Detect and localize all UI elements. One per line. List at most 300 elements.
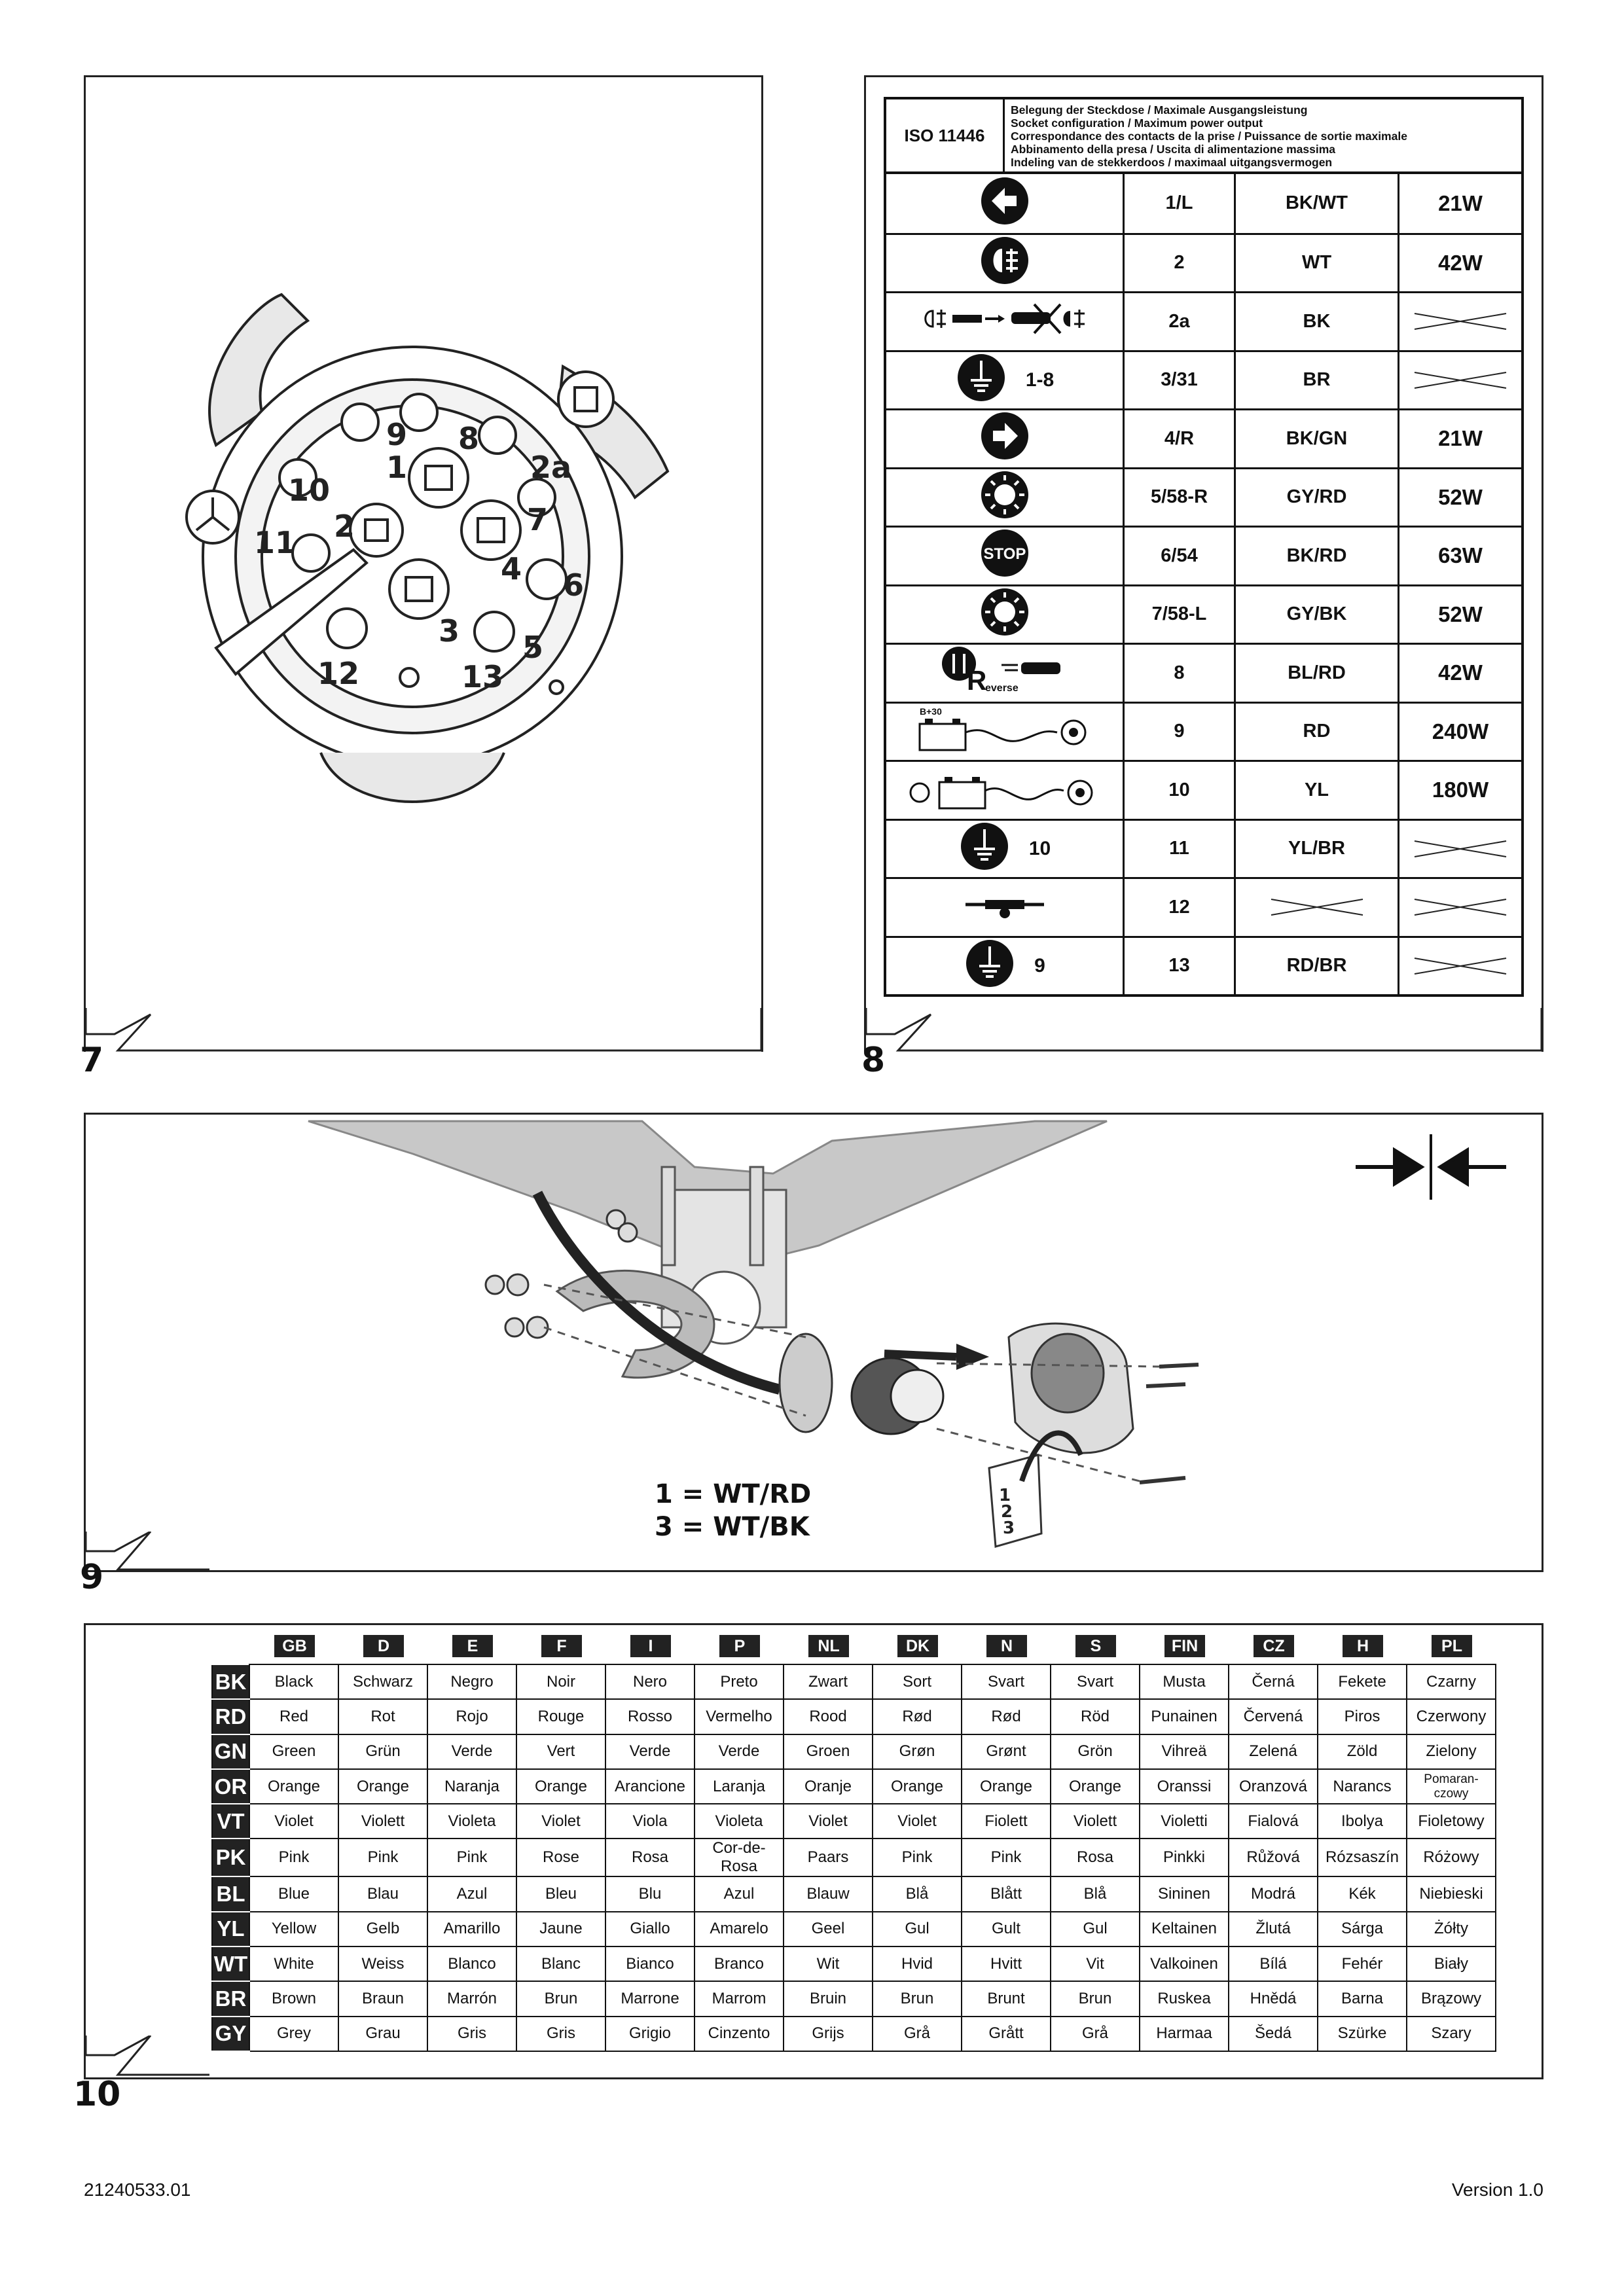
language-header: GB [274, 1635, 315, 1657]
color-name: Zwart [784, 1664, 873, 1699]
color-name: Gul [873, 1912, 962, 1946]
color-name: Wit [784, 1946, 873, 1981]
color-row [212, 1981, 1496, 2016]
color-name: Vit [1051, 1946, 1140, 1981]
color-name: Orange [338, 1769, 427, 1804]
color-name: Rosa [1051, 1839, 1140, 1876]
pin-symbol-cell [886, 879, 1125, 936]
figure-8-frame [859, 1008, 1553, 1060]
language-header: H [1343, 1635, 1383, 1657]
color-name: Arancione [605, 1769, 695, 1804]
color-name: Groen [784, 1734, 873, 1769]
color-name: Bianco [605, 1946, 695, 1981]
pin-row [886, 350, 1521, 409]
pin-wire-color: BK/GN [1236, 410, 1399, 467]
pin-row [886, 174, 1521, 233]
color-name: Růžová [1229, 1839, 1318, 1876]
color-name: Punainen [1140, 1699, 1229, 1734]
color-name: Schwarz [338, 1664, 427, 1699]
color-name: Biały [1407, 1946, 1496, 1981]
fig7-pin-9: 9 [386, 417, 408, 452]
color-name: Nero [605, 1664, 695, 1699]
pin-symbol-cell [886, 293, 1125, 350]
fig7-pin-12: 12 [317, 656, 360, 691]
language-header: P [719, 1635, 760, 1657]
language-header: N [986, 1635, 1027, 1657]
pin-symbol-cell [886, 645, 1125, 702]
color-name: Pink [962, 1839, 1051, 1876]
color-name: Yellow [249, 1912, 338, 1946]
language-header: DK [897, 1635, 938, 1657]
color-name: Bleu [516, 1876, 605, 1911]
color-code: GY [212, 2017, 249, 2051]
pin-number: 11 [1125, 821, 1236, 878]
color-name: Negro [427, 1664, 516, 1699]
pin-wire-color: RD [1236, 704, 1399, 761]
reverse-icon [939, 644, 1070, 702]
pin-wire-color: BK [1236, 293, 1399, 350]
color-name: Braun [338, 1981, 427, 2016]
color-name: Rosso [605, 1699, 695, 1734]
color-name: Ruskea [1140, 1981, 1229, 2016]
color-code: BK [212, 1664, 249, 1699]
color-name: Žlutá [1229, 1912, 1318, 1946]
color-name: Blau [338, 1876, 427, 1911]
pin-max-power: 21W [1438, 426, 1483, 451]
color-name: Barna [1318, 1981, 1407, 2016]
color-name: Grått [962, 2017, 1051, 2051]
color-name: Pink [249, 1839, 338, 1876]
color-name: Röd [1051, 1699, 1140, 1734]
color-name: Naranja [427, 1769, 516, 1804]
pin-symbol-note: 10 [1028, 837, 1051, 859]
color-name: Grigio [605, 2017, 695, 2051]
pin-symbol-cell [886, 821, 1125, 878]
color-name: Orange [516, 1769, 605, 1804]
pin-number: 3/31 [1125, 352, 1236, 409]
figure-8-number: 8 [861, 1041, 886, 1080]
pin-row [886, 584, 1521, 643]
color-name: Rózsaszín [1318, 1839, 1407, 1876]
pin-max-power: 52W [1438, 601, 1483, 626]
socket-pin-table [884, 174, 1524, 997]
iso-standard: ISO 11446 [886, 99, 1005, 171]
color-name: Oranzová [1229, 1769, 1318, 1804]
color-name: Czerwony [1407, 1699, 1496, 1734]
color-name: Brun [516, 1981, 605, 2016]
wire-note-3: 3 = WT/BK [655, 1512, 810, 1542]
color-name: Żółty [1407, 1912, 1496, 1946]
pin-max-power: 21W [1438, 190, 1483, 215]
pin-row [886, 233, 1521, 292]
color-name: Brun [1051, 1981, 1140, 2016]
color-name: Grønt [962, 1734, 1051, 1769]
color-name: Rot [338, 1699, 427, 1734]
battery-ignition-icon [907, 761, 1103, 819]
color-row [212, 1804, 1496, 1839]
fog-light-icon [979, 234, 1031, 292]
pin-symbol-note: 9 [1034, 954, 1045, 977]
color-name: Azul [695, 1876, 784, 1911]
color-row [212, 1839, 1496, 1876]
pin-row [886, 408, 1521, 467]
color-name: Verde [427, 1734, 516, 1769]
color-name: Orange [1051, 1769, 1140, 1804]
color-name: Pinkki [1140, 1839, 1229, 1876]
language-header: I [630, 1635, 671, 1657]
pin-number: 7/58-L [1125, 586, 1236, 643]
stop-icon [975, 527, 1034, 584]
pin-wire-color: GY/BK [1236, 586, 1399, 643]
color-name: Różowy [1407, 1839, 1496, 1876]
iso-header [884, 97, 1524, 174]
color-name: Gul [1051, 1912, 1140, 1946]
pin-number: 9 [1125, 704, 1236, 761]
document-number: 21240533.01 [84, 2179, 191, 2200]
color-code: VT [212, 1804, 249, 1839]
color-name: Keltainen [1140, 1912, 1229, 1946]
color-name: Fehér [1318, 1946, 1407, 1981]
pin-symbol-cell [886, 704, 1125, 761]
color-row [212, 1734, 1496, 1769]
color-row [212, 1769, 1496, 1804]
pin-wire-color: BL/RD [1236, 645, 1399, 702]
color-name: Harmaa [1140, 2017, 1229, 2051]
color-name: Amarillo [427, 1912, 516, 1946]
pin-row [886, 819, 1521, 878]
color-name: Červená [1229, 1699, 1318, 1734]
color-name: Kék [1318, 1876, 1407, 1911]
color-name: Sárga [1318, 1912, 1407, 1946]
pin-row [886, 936, 1521, 995]
color-row [212, 1664, 1496, 1699]
pin-max-power [1399, 879, 1521, 936]
right-indicator-icon [979, 410, 1031, 467]
color-name: Rød [873, 1699, 962, 1734]
color-name: Pink [338, 1839, 427, 1876]
language-header: PL [1432, 1635, 1472, 1657]
color-name: Geel [784, 1912, 873, 1946]
language-header: FIN [1164, 1635, 1205, 1657]
pin-symbol-cell [886, 174, 1125, 233]
color-name: Blått [962, 1876, 1051, 1911]
pin-symbol-cell [886, 235, 1125, 292]
fig7-pin-13: 13 [461, 659, 504, 694]
color-name: Viola [605, 1804, 695, 1839]
fig7-pin-2: 2 [334, 509, 355, 544]
color-name: Preto [695, 1664, 784, 1699]
pin-row [886, 877, 1521, 936]
color-name: Violeta [427, 1804, 516, 1839]
svg-text:2: 2 [1001, 1502, 1013, 1522]
color-name: Grøn [873, 1734, 962, 1769]
color-name: Oranje [784, 1769, 873, 1804]
color-name: Rosa [605, 1839, 695, 1876]
color-name: Brązowy [1407, 1981, 1496, 2016]
pin-max-power [1399, 352, 1521, 409]
color-name: Azul [427, 1876, 516, 1911]
color-name: Violet [873, 1804, 962, 1839]
svg-text:B+30: B+30 [919, 706, 942, 717]
trailer-detect-icon [959, 888, 1051, 926]
color-name: White [249, 1946, 338, 1981]
pin-number: 1/L [1125, 174, 1236, 233]
color-name: Noir [516, 1664, 605, 1699]
language-header: E [452, 1635, 493, 1657]
color-name: Grå [873, 2017, 962, 2051]
color-name: Blanc [516, 1946, 605, 1981]
language-header: D [363, 1635, 404, 1657]
color-code: RD [212, 1699, 249, 1734]
pin-wire-color [1236, 879, 1399, 936]
figure-7-frame [79, 1008, 772, 1060]
color-name: Marrom [695, 1981, 784, 2016]
color-name: Rouge [516, 1699, 605, 1734]
pin-wire-color: YL [1236, 762, 1399, 819]
color-name: Violet [516, 1804, 605, 1839]
pin-max-power: 42W [1438, 250, 1483, 275]
color-name: Bílá [1229, 1946, 1318, 1981]
color-name: Laranja [695, 1769, 784, 1804]
color-name: Violeta [695, 1804, 784, 1839]
color-name: Blue [249, 1876, 338, 1911]
color-name: Blauw [784, 1876, 873, 1911]
pin-symbol-cell [886, 528, 1125, 584]
color-name: Blå [873, 1876, 962, 1911]
fig7-pin-4: 4 [501, 551, 522, 586]
color-name: Fioletowy [1407, 1804, 1496, 1839]
fig7-pin-2a: 2a [530, 450, 572, 485]
color-row [212, 1699, 1496, 1734]
color-name: Paars [784, 1839, 873, 1876]
left-indicator-icon [979, 175, 1031, 232]
pin-max-power: 42W [1438, 660, 1483, 685]
wire-note-1: 1 = WT/RD [655, 1479, 812, 1509]
pin-row [886, 702, 1521, 761]
figure-10-number: 10 [73, 2075, 121, 2114]
color-name: Piros [1318, 1699, 1407, 1734]
tail-light-icon [979, 469, 1031, 526]
pin-symbol-cell [886, 469, 1125, 526]
color-name: Szürke [1318, 2017, 1407, 2051]
color-name: Hvid [873, 1946, 962, 1981]
color-name: Grijs [784, 2017, 873, 2051]
fig7-pin-1: 1 [386, 450, 408, 485]
color-name: Black [249, 1664, 338, 1699]
color-name: Cinzento [695, 2017, 784, 2051]
color-name: Brun [873, 1981, 962, 2016]
color-name: Grå [1051, 2017, 1140, 2051]
color-row [212, 1946, 1496, 1981]
color-name: Violetti [1140, 1804, 1229, 1839]
pin-number: 8 [1125, 645, 1236, 702]
color-name: Grön [1051, 1734, 1140, 1769]
color-name: Modrá [1229, 1876, 1318, 1911]
svg-text:STOP: STOP [983, 545, 1026, 564]
color-code-table [211, 1664, 1496, 2052]
fig7-pin-11: 11 [254, 525, 297, 560]
color-name: Grey [249, 2017, 338, 2051]
color-code: BL [212, 1876, 249, 1911]
color-name: Hvitt [962, 1946, 1051, 1981]
color-code: GN [212, 1734, 249, 1769]
color-name: Grau [338, 2017, 427, 2051]
color-name: Oranssi [1140, 1769, 1229, 1804]
color-name: Violet [249, 1804, 338, 1839]
color-row [212, 1912, 1496, 1946]
color-name: Pomaran-czowy [1407, 1769, 1496, 1804]
pin-max-power [1399, 293, 1521, 350]
color-name: Weiss [338, 1946, 427, 1981]
color-name: Zöld [1318, 1734, 1407, 1769]
color-name: Szary [1407, 2017, 1496, 2051]
pin-number: 2 [1125, 235, 1236, 292]
color-name: Vert [516, 1734, 605, 1769]
pin-row [886, 643, 1521, 702]
color-name: Jaune [516, 1912, 605, 1946]
pin-wire-color: RD/BR [1236, 938, 1399, 995]
color-name: Gelb [338, 1912, 427, 1946]
pin-number: 2a [1125, 293, 1236, 350]
version-label: Version 1.0 [1451, 2179, 1543, 2200]
color-name: Vermelho [695, 1699, 784, 1734]
color-row [212, 1876, 1496, 1911]
color-name: Amarelo [695, 1912, 784, 1946]
pin-number: 12 [1125, 879, 1236, 936]
color-name: Sort [873, 1664, 962, 1699]
pin-number: 13 [1125, 938, 1236, 995]
color-name: Giallo [605, 1912, 695, 1946]
color-name: Rose [516, 1839, 605, 1876]
pin-number: 4/R [1125, 410, 1236, 467]
color-name: Vihreä [1140, 1734, 1229, 1769]
svg-text:R: R [966, 665, 986, 696]
pin-row [886, 467, 1521, 526]
pin-symbol-cell [886, 938, 1125, 995]
color-name: Fialová [1229, 1804, 1318, 1839]
pin-max-power: 52W [1438, 484, 1483, 509]
color-name: Bruin [784, 1981, 873, 2016]
color-name: Verde [695, 1734, 784, 1769]
color-code: YL [212, 1912, 249, 1946]
color-name: Rød [962, 1699, 1051, 1734]
fig7-pin-8: 8 [458, 421, 480, 456]
language-header: S [1075, 1635, 1116, 1657]
color-name: Orange [873, 1769, 962, 1804]
figure-7-number: 7 [80, 1041, 104, 1080]
figure-9-number: 9 [80, 1558, 104, 1597]
color-name: Valkoinen [1140, 1946, 1229, 1981]
color-name: Musta [1140, 1664, 1229, 1699]
svg-text:3: 3 [1003, 1518, 1015, 1538]
color-name: Narancs [1318, 1769, 1407, 1804]
color-name: Rojo [427, 1699, 516, 1734]
color-name: Svart [1051, 1664, 1140, 1699]
color-name: Brown [249, 1981, 338, 2016]
color-name: Niebieski [1407, 1876, 1496, 1911]
color-name: Fekete [1318, 1664, 1407, 1699]
pin-max-power: 63W [1438, 543, 1483, 568]
pin-max-power: 240W [1432, 719, 1489, 744]
fig7-pin-7: 7 [527, 502, 549, 537]
color-name: Šedá [1229, 2017, 1318, 2051]
color-name: Red [249, 1699, 338, 1734]
color-name: Marrón [427, 1981, 516, 2016]
pin-wire-color: BK/WT [1236, 174, 1399, 233]
pin-number: 6/54 [1125, 528, 1236, 584]
fog-disable-icon [920, 299, 1090, 344]
pin-symbol-cell [886, 762, 1125, 819]
svg-text:1: 1 [999, 1486, 1011, 1505]
language-header: NL [808, 1635, 849, 1657]
pin-row [886, 760, 1521, 819]
color-code: PK [212, 1839, 249, 1876]
color-code: WT [212, 1946, 249, 1981]
pin-symbol-cell [886, 586, 1125, 643]
color-name: Cor-de-Rosa [695, 1839, 784, 1876]
ground-icon [958, 820, 1011, 878]
fig7-pin-10: 10 [288, 473, 331, 508]
color-name: Rood [784, 1699, 873, 1734]
pin-symbol-cell [886, 352, 1125, 409]
color-name: Brunt [962, 1981, 1051, 2016]
language-header: F [541, 1635, 582, 1657]
color-name: Zelená [1229, 1734, 1318, 1769]
color-name: Černá [1229, 1664, 1318, 1699]
color-name: Fiolett [962, 1804, 1051, 1839]
color-name: Zielony [1407, 1734, 1496, 1769]
color-name: Czarny [1407, 1664, 1496, 1699]
color-code: OR [212, 1769, 249, 1804]
color-code: BR [212, 1981, 249, 2016]
pin-symbol-note: 1-8 [1025, 368, 1055, 391]
color-name: Ibolya [1318, 1804, 1407, 1839]
color-name: Branco [695, 1946, 784, 1981]
color-name: Grün [338, 1734, 427, 1769]
color-name: Green [249, 1734, 338, 1769]
color-name: Gult [962, 1912, 1051, 1946]
color-name: Gris [427, 2017, 516, 2051]
pin-max-power [1399, 821, 1521, 878]
color-name: Violet [784, 1804, 873, 1839]
installation-diagram [86, 1115, 1542, 1570]
color-name: Blå [1051, 1876, 1140, 1911]
pin-symbol-cell [886, 410, 1125, 467]
iso-description: Belegung der Steckdose / Maximale Ausgangsleistung Socket configuration / Maximum power output Correspondance des contacts de la prise / Puissance de sortie maximale Abbinamento della presa / Uscita di alimentazione massima Indeling van de stekkerdoos / maximaal uitgangsvermogen [1011, 103, 1407, 169]
socket-front-diagram [151, 281, 727, 831]
pin-row [886, 526, 1521, 584]
color-name: Violett [338, 1804, 427, 1839]
color-row [212, 2017, 1496, 2051]
color-name: Blu [605, 1876, 695, 1911]
color-name: Violett [1051, 1804, 1140, 1839]
pin-wire-color: GY/RD [1236, 469, 1399, 526]
pin-row [886, 291, 1521, 350]
ground-icon [955, 351, 1007, 409]
language-header: CZ [1254, 1635, 1294, 1657]
ground-icon [964, 937, 1016, 995]
pin-wire-color: BK/RD [1236, 528, 1399, 584]
pin-number: 5/58-R [1125, 469, 1236, 526]
pin-max-power: 180W [1432, 778, 1489, 802]
fig7-pin-6: 6 [563, 567, 585, 603]
pin-wire-color: BR [1236, 352, 1399, 409]
pin-wire-color: WT [1236, 235, 1399, 292]
color-name: Marrone [605, 1981, 695, 2016]
pin-max-power [1399, 938, 1521, 995]
tail-light-icon [979, 586, 1031, 643]
color-name: Orange [962, 1769, 1051, 1804]
